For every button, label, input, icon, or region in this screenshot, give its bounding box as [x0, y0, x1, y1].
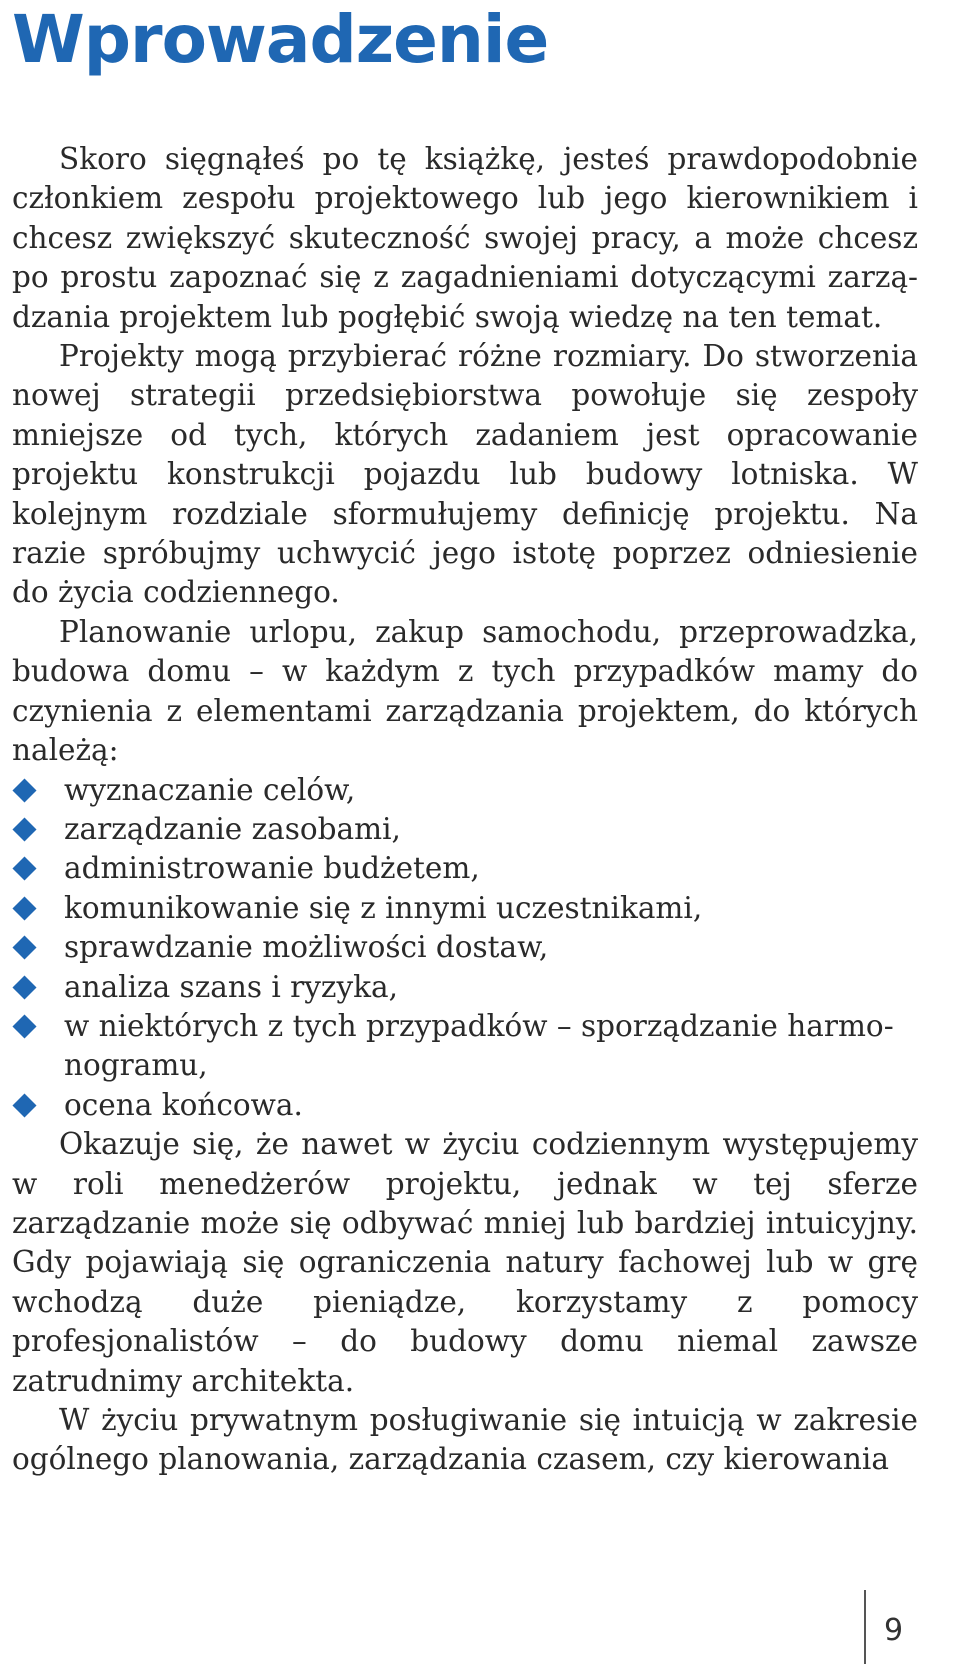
paragraph-everyday-examples: Planowanie urlopu, zakup samochodu, przeprowadzka, budowa domu – w każdym z tych przypadków mamy do czynienia z elementami zarządzania projektem, do których należą:	[12, 614, 918, 768]
list-item	[12, 968, 918, 1007]
list-item-text: ocena końcowa.	[64, 1087, 303, 1122]
diamond-bullet-icon	[12, 896, 36, 920]
paragraph-intuition: W życiu prywatnym posługiwanie się intuicją w zakresie ogólnego planowania, zarządzania czasem, czy kierowania	[12, 1403, 918, 1477]
paragraph-intro: Skoro sięgnąłeś po tę książkę, jesteś prawdopodobnie członkiem zespołu projektowego lub jego kierownikiem i chcesz zwiększyć skuteczność swojej pracy, a może chcesz po prostu zapoznać się z zagadnieniami dotyczącymi zarządzania projektem lub pogłębić swoją wiedzę na ten temat.	[12, 142, 918, 334]
management-elements-list	[12, 771, 918, 1126]
page-number-divider	[864, 1590, 866, 1664]
list-item-text: w niektórych z tych przypadków – sporządzanie harmonogramu,	[64, 1008, 894, 1083]
diamond-bullet-icon	[12, 778, 36, 802]
diamond-bullet-icon	[12, 975, 36, 999]
list-item	[12, 849, 918, 888]
list-item-text: zarządzanie zasobami,	[64, 811, 401, 846]
chapter-title: Wprowadzenie	[12, 1, 549, 78]
list-item-text: komunikowanie się z innymi uczestnikami,	[64, 890, 703, 925]
list-item	[12, 810, 918, 849]
list-item-text: analiza szans i ryzyka,	[64, 969, 398, 1004]
diamond-bullet-icon	[12, 1093, 36, 1117]
list-item-text: sprawdzanie możliwości dostaw,	[64, 930, 549, 965]
diamond-bullet-icon	[12, 857, 36, 881]
chapter-body	[12, 140, 918, 1480]
page-number: 9	[884, 1613, 904, 1648]
diamond-bullet-icon	[12, 817, 36, 841]
list-item	[12, 1007, 918, 1086]
diamond-bullet-icon	[12, 1014, 36, 1038]
list-item	[12, 928, 918, 967]
list-item	[12, 1086, 918, 1125]
list-item	[12, 889, 918, 928]
paragraph-project-sizes: Projekty mogą przybierać różne rozmiary. Do stworzenia nowej strategii przedsiębiorstwa powołuje się zespoły mniejsze od tych, których zadaniem jest opracowanie projektu konstrukcji pojazdu lub budowy lotniska. W kolejnym rozdziale sformułujemy definicję projektu. Na razie spróbujmy uchwycić jego istotę poprzez odniesienie do życia codziennego.	[12, 339, 918, 610]
list-item	[12, 771, 918, 810]
list-item-text: wyznaczanie celów,	[64, 772, 356, 807]
diamond-bullet-icon	[12, 936, 36, 960]
paragraph-project-managers: Okazuje się, że nawet w życiu codziennym występujemy w roli menedżerów projektu, jednak w tej sferze zarządzanie może się odbywać mniej lub bardziej intuicyjny. Gdy pojawiają się ograniczenia natury fachowej lub w grę wchodzą duże pieniądze, korzystamy z pomocy profesjonalistów – do budowy domu niemal zawsze zatrudnimy architekta.	[12, 1127, 918, 1398]
list-item-text: administrowanie budżetem,	[64, 851, 480, 886]
